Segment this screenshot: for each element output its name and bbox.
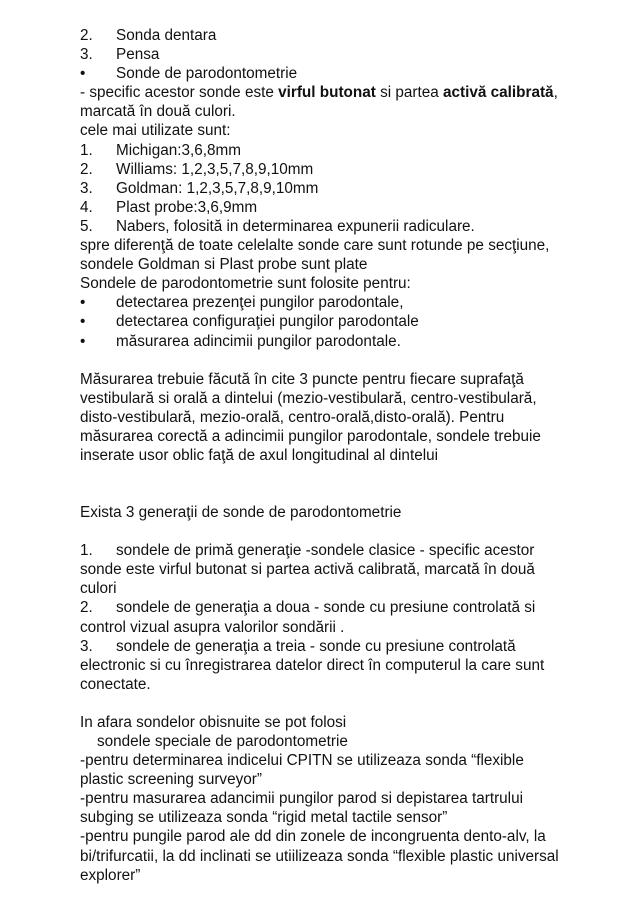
- text-line: Măsurarea trebuie făcută în cite 3 puncte pentru fiecare suprafaţă: [80, 370, 524, 388]
- list-item: [80, 332, 625, 351]
- text-line: electronic si cu înregistrarea datelor direct în computerul la care sunt: [80, 656, 545, 674]
- list-item: [80, 217, 625, 236]
- text-line: spre diferenţă de toate celelalte sonde care sunt rotunde pe secţiune,: [80, 237, 550, 255]
- list-text: Plast probe:3,6,9mm: [116, 198, 258, 216]
- text-line: culori: [80, 580, 117, 598]
- document-page: [80, 26, 625, 885]
- text-line: plastic screening surveyor”: [80, 771, 262, 789]
- list-marker: 3.: [80, 179, 93, 197]
- list-text: Sonda dentara: [116, 27, 217, 44]
- text-line: conectate.: [80, 675, 151, 693]
- text-line: vestibulară si orală a dintelui (mezio-vestibulară, centro-vestibulară,: [80, 389, 537, 407]
- list-text: Pensa: [116, 46, 160, 64]
- list-marker: 2.: [80, 27, 93, 44]
- text-line: explorer”: [80, 866, 141, 884]
- list-text: Goldman: 1,2,3,5,7,8,9,10mm: [116, 179, 319, 197]
- text-line: -pentru masurarea adancimii pungilor parod si depistarea tartrului: [80, 790, 523, 808]
- list-item: [80, 598, 625, 617]
- text-line: sonde este virful butonat si partea activă calibrată, marcată în două: [80, 561, 535, 579]
- list-text: Nabers, folosită in determinarea expunerii radiculare.: [116, 217, 475, 235]
- list-marker: 3.: [80, 46, 93, 64]
- text-line: măsurarea corectă a adincimii pungilor parodontale, sondele trebuie: [80, 427, 541, 445]
- bold-text: virful butonat: [278, 84, 376, 102]
- list-item: [80, 179, 625, 198]
- text-line: cele mai utilizate sunt:: [80, 122, 231, 140]
- list-item: [80, 293, 625, 312]
- bold-text: activă calibrată: [443, 84, 554, 102]
- list-text: detectarea prezenţei pungilor parodontale,: [116, 294, 404, 312]
- text-line: sondele Goldman si Plast probe sunt plate: [80, 256, 368, 274]
- list-marker: •: [80, 313, 86, 331]
- list-marker: •: [80, 65, 86, 83]
- text-span: si partea: [375, 84, 444, 102]
- list-item: [80, 160, 625, 179]
- list-marker: 3.: [80, 637, 93, 655]
- list-marker: 1.: [80, 141, 93, 159]
- text-line: -pentru pungile parod ale dd din zonele de incongruenta dento-alv, la: [80, 828, 546, 846]
- text-line: subging se utilizeaza sonda “rigid metal tactile sensor”: [80, 809, 448, 827]
- specific-line: [80, 83, 625, 102]
- list-marker: 1.: [80, 542, 93, 560]
- list-text: sondele de generaţia a treia - sonde cu presiune controlată: [116, 637, 516, 655]
- list-item: [80, 198, 625, 217]
- text-line: disto-vestibulară, mezio-orală, centro-orală,disto-orală). Pentru: [80, 408, 505, 426]
- list-marker: 2.: [80, 160, 93, 178]
- text-line: Sondele de parodontometrie sunt folosite pentru:: [80, 275, 411, 293]
- text-line: In afara sondelor obisnuite se pot folosi: [80, 713, 347, 731]
- text-span: - specific acestor sonde este: [80, 84, 279, 102]
- list-item: [80, 64, 625, 83]
- list-item: [80, 45, 625, 64]
- list-marker: 2.: [80, 599, 93, 617]
- list-text: sondele de primă generaţie -sondele clasice - specific acestor: [116, 542, 535, 560]
- list-marker: •: [80, 332, 86, 350]
- list-text: măsurarea adincimii pungilor parodontale.: [116, 332, 401, 350]
- list-item: [80, 541, 625, 560]
- text-line: control vizual asupra valorilor sondării .: [80, 618, 345, 636]
- list-text: sondele de generaţia a doua - sonde cu presiune controlată si: [116, 599, 536, 617]
- text-line: inserate usor oblic faţă de axul longitudinal al dintelui: [80, 446, 439, 464]
- text-line: sondele speciale de parodontometrie: [80, 733, 348, 750]
- text-line: -pentru determinarea indicelui CPITN se utilizeaza sonda “flexible: [80, 752, 524, 770]
- list-text: Williams: 1,2,3,5,7,8,9,10mm: [116, 160, 314, 178]
- list-marker: 5.: [80, 217, 93, 235]
- text-line: marcată în două culori.: [80, 103, 236, 121]
- list-text: Michigan:3,6,8mm: [116, 141, 241, 159]
- list-item: [80, 312, 625, 331]
- list-item: [80, 141, 625, 160]
- text-span: ,: [553, 84, 558, 102]
- section-heading: Exista 3 generaţii de sonde de parodontometrie: [80, 504, 402, 522]
- list-marker: •: [80, 294, 86, 312]
- list-item: [80, 637, 625, 656]
- list-marker: 4.: [80, 198, 93, 216]
- list-text: detectarea configuraţiei pungilor parodontale: [116, 313, 419, 331]
- text-line: bi/trifurcatii, la dd inclinati se utiilizeaza sonda “flexible plastic universal: [80, 847, 559, 865]
- list-text: Sonde de parodontometrie: [116, 65, 298, 83]
- list-item: [80, 26, 625, 45]
